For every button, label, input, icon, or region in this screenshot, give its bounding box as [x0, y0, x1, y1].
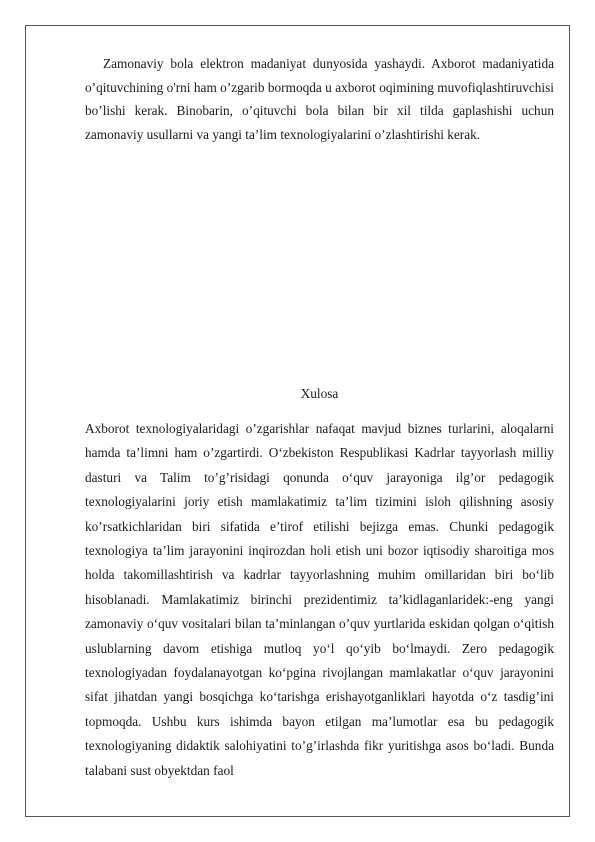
section-heading: Xulosa	[300, 386, 339, 401]
conclusion-paragraph: Axborot texnologiyalaridagi o’zgarishlar nafaqat mavjud biznes turlarini, aloqalarni hamda ta’limni ham o’zgartirdi. O‘zbekiston Respublikasi Kadrlar tayyorlash milliy dasturi va Talim to’g’risidagi qonunda o‘quv jarayoniga ilg’or pedagogik texnologiyalarini joriy etish mamlakatimiz ta’lim tizimini isloh qilishning asosiy ko’rsatkichlaridan biri sifatida e’tirof etilishi bejizga emas. Chunki pedagogik texnologiya ta’lim jarayonini inqirozdan holi etish uni bozor iqtisodiy sharoitiga mos holda takomillashtirish va kadrlar tayyorlashning muhim omillaridan biri bo‘lib hisoblanadi. Mamlakatimiz birinchi prezidentimiz ta’kidlaganlaridek:-eng yangi zamonaviy o‘quv vositalari bilan ta’minlangan o’quv yurtlarida eskidan qolgan o‘qitish uslublarning davom etishiga mutloq yo‘l qo‘yib bo‘lmaydi. Zero pedagogik texnologiyadan foydalanayotgan ko‘pgina rivojlangan mamlakatlar o‘quv jarayonini sifat jihatdan yangi bosqichga ko‘tarishga erishayotganliklari hayotda o‘z tasdig’ini topmoqda. Ushbu kurs ishimda bayon etilgan ma’lumotlar esa bu pedagogik texnologiyaning didaktik salohiyatini to’g’irlashda fikr yuritishga asos bo‘ladi. Bunda talabani sust obyektdan faol	[85, 421, 554, 778]
intro-paragraph: Zamonaviy bola elektron madaniyat dunyosida yashaydi. Axborot madaniyatida o’qituvchining o'rni ham o’zgarib bormoqda u axborot oqimining muvofiqlashtiruvchisi bo’lishi kerak. Binobarin, o’qituvchi bola bilan bir xil tilda gaplashishi uchun zamonaviy usullarni va yangi ta’lim texnologiyalarini o’zlashtirishi kerak.	[85, 56, 554, 142]
